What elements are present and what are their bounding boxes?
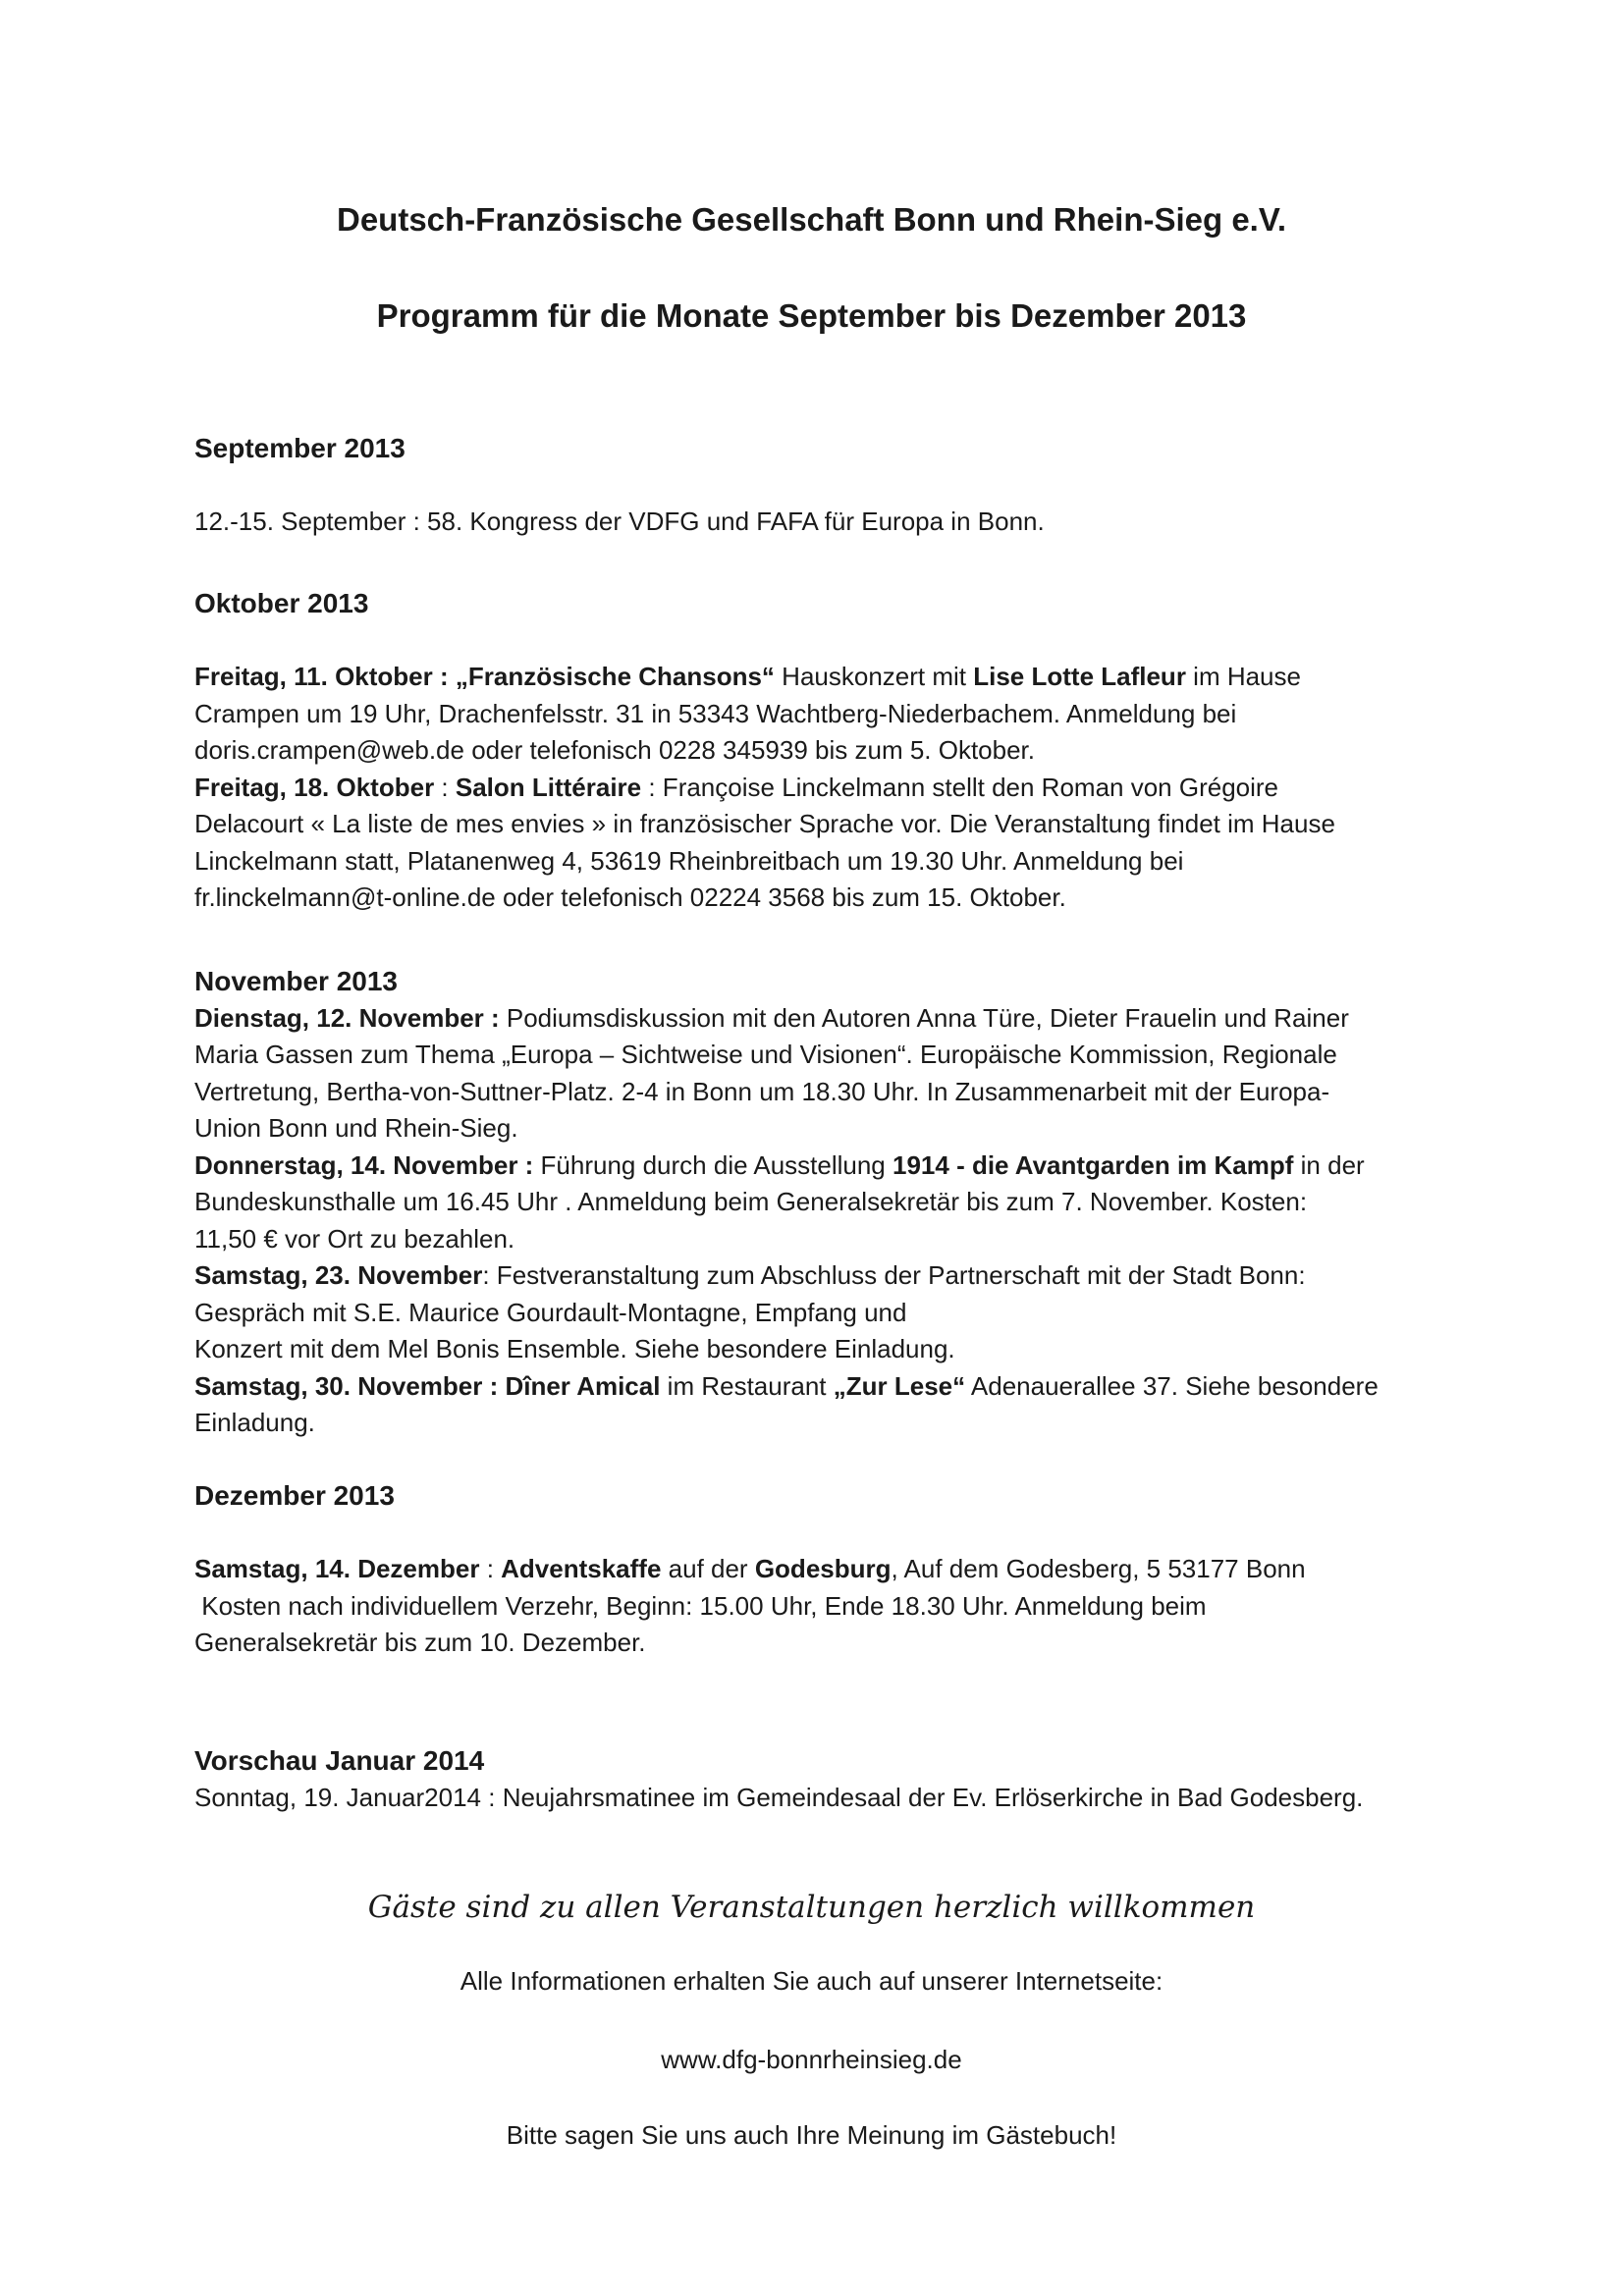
event-title: „Französische Chansons“ (455, 662, 775, 691)
section-vorschau (194, 1742, 1451, 1816)
document-title: Deutsch-Französische Gesellschaft Bonn und Rhein-Sieg e.V. (337, 201, 1286, 238)
event-text: Gespräch mit S.E. Maurice Gourdault-Montagne, Empfang und (194, 1297, 907, 1327)
section-november (194, 963, 1451, 1442)
event-entry: Freitag, 11. Oktober : „Französische Chansons“ Hauskonzert mit Lise Lotte Lafleur im Hause (194, 662, 1301, 691)
event-text: Generalsekretär bis zum 10. Dezember. (194, 1628, 646, 1657)
event-text: Konzert mit dem Mel Bonis Ensemble. Siehe besondere Einladung. (194, 1334, 955, 1363)
section-heading-dezember: Dezember 2013 (194, 1480, 395, 1511)
event-date: Freitag, 18. Oktober (194, 772, 435, 802)
document-subtitle: Programm für die Monate September bis Dezember 2013 (376, 297, 1247, 334)
section-oktober (194, 585, 1451, 917)
event-entry: 12.-15. September : 58. Kongress der VDFG und FAFA für Europa in Bonn. (194, 507, 1045, 536)
event-entry: Samstag, 23. November: Festveranstaltung zum Abschluss der Partnerschaft mit der Stadt Bonn: (194, 1260, 1306, 1290)
event-text: doris.crampen@web.de oder telefonisch 0228 345939 bis zum 5. Oktober. (194, 735, 1036, 765)
event-date: Samstag, 14. Dezember (194, 1554, 480, 1583)
event-date: Donnerstag, 14. November : (194, 1149, 534, 1180)
event-date: Dienstag, 12. November : (194, 1002, 500, 1033)
section-heading-september: September 2013 (194, 433, 406, 463)
event-date: Samstag, 30. November : (194, 1370, 506, 1401)
website-url: www.dfg-bonnrheinsieg.de (661, 2045, 962, 2074)
event-date: Samstag, 23. November (194, 1260, 483, 1290)
event-entry: Dienstag, 12. November : Podiumsdiskussion mit den Autoren Anna Türe, Dieter Frauelin und Rainer (194, 1002, 1349, 1033)
event-text: Crampen um 19 Uhr, Drachenfelsstr. 31 in 53343 Wachtberg-Niederbachem. Anmeldung bei (194, 698, 1237, 728)
section-september (194, 430, 1451, 541)
event-entry: Samstag, 30. November : Dîner Amical im Restaurant „Zur Lese“ Adenauerallee 37. Siehe besondere (194, 1370, 1379, 1401)
welcome-line: Gäste sind zu allen Veranstaltungen herzlich willkommen (367, 1890, 1256, 1925)
event-entry: Sonntag, 19. Januar2014 : Neujahrsmatinee im Gemeindesaal der Ev. Erlöserkirche in Bad Godesberg. (194, 1782, 1364, 1812)
section-heading-vorschau: Vorschau Januar 2014 (194, 1745, 485, 1776)
info-line: Alle Informationen erhalten Sie auch auf unserer Internetseite: (460, 1966, 1163, 1996)
event-title: Salon Littéraire (455, 772, 642, 802)
section-dezember (194, 1477, 1451, 1662)
event-text: 11,50 € vor Ort zu bezahlen. (194, 1223, 515, 1254)
section-heading-oktober: Oktober 2013 (194, 588, 369, 618)
section-heading-november: November 2013 (194, 966, 399, 996)
event-venue: „Zur Lese“ (833, 1370, 966, 1401)
event-entry: Freitag, 18. Oktober : Salon Littéraire : Françoise Linckelmann stellt den Roman von Grégoire (194, 772, 1279, 802)
event-artist: Lise Lotte Lafleur (973, 662, 1186, 691)
event-text: Kosten nach individuellem Verzehr, Beginn: 15.00 Uhr, Ende 18.30 Uhr. Anmeldung beim (194, 1590, 1207, 1621)
event-date: Freitag, 11. Oktober : (194, 662, 456, 691)
guestbook-line: Bitte sagen Sie uns auch Ihre Meinung im Gästebuch! (506, 2120, 1117, 2150)
event-title: 1914 - die Avantgarden im Kampf (893, 1149, 1294, 1180)
event-title: Dîner Amical (505, 1370, 661, 1401)
event-text: fr.linckelmann@t-online.de oder telefonisch 02224 3568 bis zum 15. Oktober. (194, 882, 1066, 912)
event-text: Einladung. (194, 1408, 315, 1437)
event-text: Maria Gassen zum Thema „Europa – Sichtweise und Visionen“. Europäische Kommission, Regionale (194, 1040, 1337, 1069)
event-text: Linckelmann statt, Platanenweg 4, 53619 Rheinbreitbach um 19.30 Uhr. Anmeldung bei (194, 845, 1184, 876)
event-text: Bundeskunsthalle um 16.45 Uhr . Anmeldung beim Generalsekretär bis zum 7. November. Kosten: (194, 1187, 1308, 1216)
event-text: Vertretung, Bertha-von-Suttner-Platz. 2-4 in Bonn um 18.30 Uhr. In Zusammenarbeit mit der Europa- (194, 1076, 1330, 1106)
event-text: Union Bonn und Rhein-Sieg. (194, 1113, 518, 1143)
event-text: Delacourt « La liste de mes envies » in französischer Sprache vor. Die Veranstaltung findet im Hause (194, 809, 1335, 838)
event-entry: Samstag, 14. Dezember : Adventskaffe auf der Godesburg, Auf dem Godesberg, 5 53177 Bonn (194, 1554, 1306, 1583)
event-entry: Donnerstag, 14. November : Führung durch die Ausstellung 1914 - die Avantgarden im Kampf in der (194, 1149, 1365, 1180)
event-title: Adventskaffe (501, 1554, 662, 1583)
event-venue: Godesburg (754, 1554, 892, 1583)
